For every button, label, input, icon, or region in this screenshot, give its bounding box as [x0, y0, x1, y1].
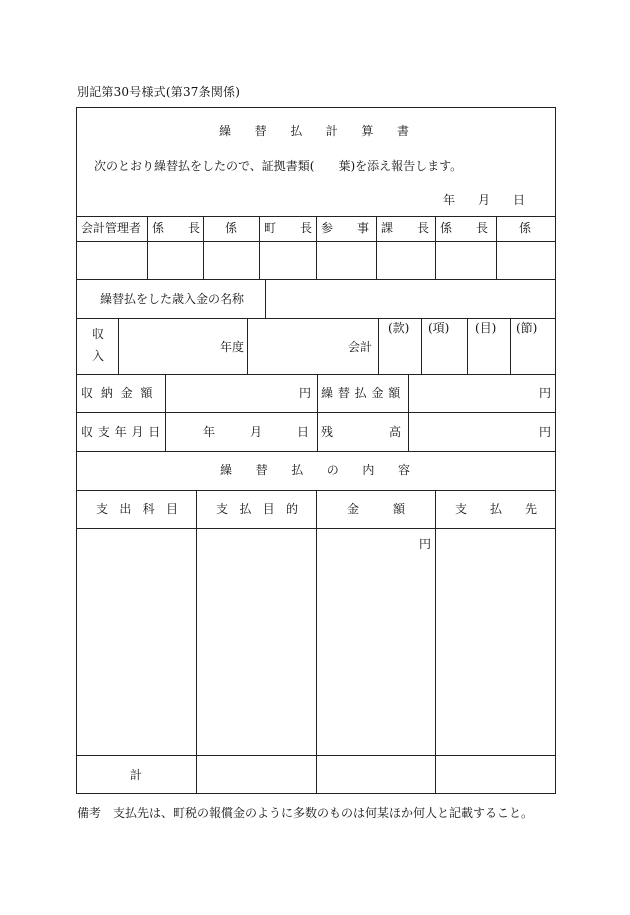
detail-title-char: 容	[397, 463, 410, 477]
header-char: 科	[142, 502, 155, 516]
balance-label	[321, 425, 401, 439]
approval-header-councilor: 参 事	[321, 221, 370, 235]
repayment-amount-label: 繰 替 払 金 額	[321, 386, 401, 400]
stamp-cell-chief-clerk-2[interactable]	[436, 242, 496, 279]
detail-header-amount	[347, 502, 405, 516]
detail-header-expense-item	[96, 502, 178, 516]
income-label-bottom: 入	[92, 349, 105, 363]
rule	[408, 374, 409, 451]
header-char: 金	[347, 502, 360, 516]
detail-header-purpose	[216, 502, 298, 516]
rule	[467, 318, 468, 374]
title-char: 替	[254, 124, 267, 138]
stamp-cell-chief-clerk[interactable]	[148, 242, 203, 279]
form-title	[219, 124, 409, 138]
detail-section-title	[220, 463, 410, 477]
income-label-top: 収	[92, 327, 105, 341]
title-char: 繰	[219, 124, 232, 138]
title-char: 書	[396, 124, 409, 138]
detail-purpose-field[interactable]	[197, 529, 316, 755]
stamp-cell-councilor[interactable]	[317, 242, 376, 279]
receipt-date-day: 日	[296, 425, 309, 439]
receipt-date-label: 収 支 年 月 日	[81, 425, 161, 439]
approval-header-accountant: 会計管理者	[81, 221, 142, 235]
title-char: 払	[290, 124, 303, 138]
budget-header-setsu: (節)	[516, 321, 538, 335]
header-char: 的	[285, 502, 298, 516]
stamp-cell-clerk-2[interactable]	[497, 242, 555, 279]
rule	[421, 318, 422, 374]
rule	[317, 374, 318, 451]
detail-title-char: 払	[291, 463, 304, 477]
revenue-name-label: 繰替払をした歳入金の名称	[100, 292, 245, 306]
header-char: 先	[524, 502, 537, 516]
receipt-date	[203, 425, 309, 439]
detail-title-char: の	[326, 463, 339, 477]
title-char: 計	[325, 124, 338, 138]
receipt-date-month: 月	[249, 425, 262, 439]
rule	[76, 451, 556, 452]
date-day: 日	[512, 193, 525, 207]
total-label: 計	[130, 768, 143, 782]
rule	[247, 318, 248, 374]
detail-expense-item-field[interactable]	[77, 529, 196, 755]
statement-text: 次のとおり繰替払をしたので、証拠書類( 葉)を添え報告します。	[94, 159, 463, 173]
stamp-cell-accountant[interactable]	[77, 242, 147, 279]
header-char: 払	[239, 502, 252, 516]
header-char: 支	[455, 502, 468, 516]
receipt-amount-label: 収 納 金 額	[81, 386, 155, 400]
rule	[76, 412, 556, 413]
fiscal-year-label: 年度	[220, 340, 245, 354]
budget-header-kou: (項)	[428, 321, 450, 335]
detail-title-char: 内	[362, 463, 375, 477]
rule	[76, 318, 556, 319]
balance-label-char: 高	[388, 425, 401, 439]
balance-label-char: 残	[321, 425, 334, 439]
stamp-cell-clerk[interactable]	[204, 242, 259, 279]
detail-amount-yen: 円	[419, 537, 432, 551]
header-char: 支	[216, 502, 229, 516]
stamp-cell-mayor[interactable]	[260, 242, 316, 279]
approval-header-clerk-2: 係	[519, 221, 532, 235]
rule	[378, 318, 379, 374]
account-label: 会計	[348, 340, 373, 354]
header-char: 出	[119, 502, 132, 516]
approval-header-clerk: 係	[225, 221, 238, 235]
header-char: 目	[262, 502, 275, 516]
header-char: 目	[165, 502, 178, 516]
repayment-amount-yen: 円	[539, 386, 552, 400]
date-year: 年	[443, 193, 456, 207]
detail-header-payee	[455, 502, 537, 516]
receipt-date-year: 年	[203, 425, 216, 439]
header-char: 支	[96, 502, 109, 516]
rule	[118, 318, 119, 374]
report-date	[443, 193, 525, 207]
detail-amount-field[interactable]	[317, 529, 435, 755]
date-month: 月	[477, 193, 490, 207]
rule	[510, 318, 511, 374]
rule	[76, 374, 556, 375]
rule	[165, 374, 166, 451]
budget-header-kan: (款)	[388, 321, 410, 335]
balance-yen: 円	[539, 425, 552, 439]
header-char: 額	[392, 502, 405, 516]
approval-header-chief-clerk-2: 係 長	[440, 221, 489, 235]
title-char: 算	[361, 124, 374, 138]
form-number-label: 別記第30号様式(第37条関係)	[77, 85, 241, 99]
detail-title-char: 繰	[220, 463, 233, 477]
header-char: 払	[489, 502, 502, 516]
approval-header-section-chief: 課 長	[381, 221, 430, 235]
stamp-cell-section-chief[interactable]	[377, 242, 435, 279]
remarks-note: 備考 支払先は、町税の報償金のように多数のものは何某ほか何人と記載すること。	[77, 806, 534, 820]
budget-header-moku: (目)	[475, 321, 497, 335]
detail-title-char: 替	[255, 463, 268, 477]
approval-header-chief-clerk: 係 長	[152, 221, 201, 235]
receipt-amount-yen: 円	[299, 386, 312, 400]
revenue-name-field[interactable]	[266, 280, 555, 317]
detail-payee-field[interactable]	[436, 529, 555, 755]
approval-header-mayor: 町 長	[264, 221, 313, 235]
